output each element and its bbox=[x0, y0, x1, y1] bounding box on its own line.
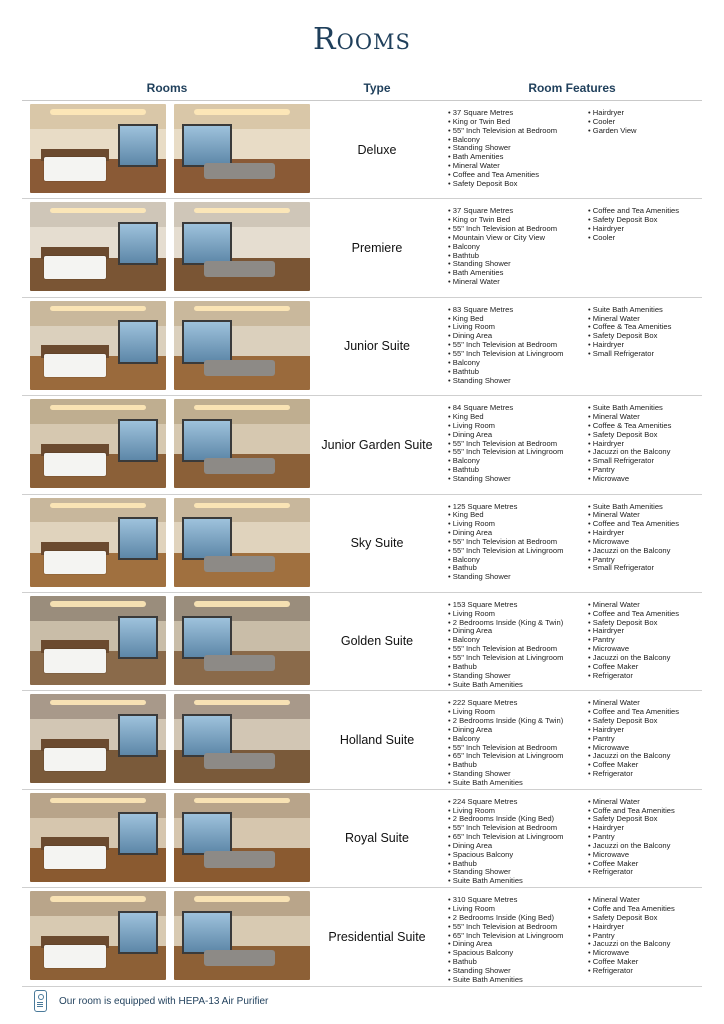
room-features-list bbox=[588, 699, 679, 779]
room-feature: • King or Twin Bed bbox=[448, 216, 557, 225]
room-type: Junior Garden Suite bbox=[321, 437, 433, 452]
room-feature: • 65" Inch Television at Livingroom bbox=[448, 932, 563, 941]
room-feature: • Microwave bbox=[588, 538, 679, 547]
room-feature: • Pantry bbox=[588, 833, 675, 842]
room-feature: • Standing Shower bbox=[448, 967, 563, 976]
room-feature: • Mountain View or City View bbox=[448, 234, 557, 243]
room-features-list bbox=[588, 207, 679, 242]
room-feature: • Microwave bbox=[588, 645, 679, 654]
room-type: Holland Suite bbox=[339, 732, 415, 747]
room-feature: • Bathub bbox=[448, 663, 563, 672]
room-feature: • 37 Square Metres bbox=[448, 109, 557, 118]
room-feature: • Coffee and Tea Amenities bbox=[588, 520, 679, 529]
room-feature: • Hairdryer bbox=[588, 225, 679, 234]
room-photo bbox=[174, 793, 310, 882]
room-feature: • Suite Bath Amenities bbox=[588, 306, 671, 315]
room-row bbox=[22, 790, 702, 888]
room-feature: • Coffee and Tea Amenities bbox=[588, 207, 679, 216]
room-feature: • Spacious Balcony bbox=[448, 851, 563, 860]
room-feature: • Pantry bbox=[588, 932, 675, 941]
room-feature: • Hairdryer bbox=[588, 341, 671, 350]
room-photo bbox=[30, 694, 166, 783]
room-feature: • 55" Inch Television at Livingroom bbox=[448, 350, 563, 359]
room-feature: • Spacious Balcony bbox=[448, 949, 563, 958]
room-feature: • Living Room bbox=[448, 807, 563, 816]
room-feature: • 2 Bedrooms Inside (King Bed) bbox=[448, 914, 563, 923]
room-row bbox=[22, 101, 702, 199]
room-feature: • Coffee & Tea Amenities bbox=[588, 323, 671, 332]
room-feature: • Living Room bbox=[448, 708, 563, 717]
room-feature: • Coffee Maker bbox=[588, 761, 679, 770]
room-feature: • Living Room bbox=[448, 905, 563, 914]
room-feature: • Balcony bbox=[448, 556, 563, 565]
room-photo bbox=[30, 104, 166, 193]
room-photo bbox=[30, 301, 166, 390]
room-row bbox=[22, 593, 702, 691]
room-feature: • Bathtub bbox=[448, 252, 557, 261]
room-row bbox=[22, 888, 702, 986]
footer-text: Our room is equipped with HEPA-13 Air Purifier bbox=[59, 995, 269, 1007]
room-feature: • Small Refrigerator bbox=[588, 564, 679, 573]
room-feature: • Cooler bbox=[588, 118, 637, 127]
room-feature: • Coffee Maker bbox=[588, 860, 675, 869]
room-feature: • Coffee Maker bbox=[588, 958, 675, 967]
room-feature: • Pantry bbox=[588, 556, 679, 565]
room-photo bbox=[174, 891, 310, 980]
room-feature: • Jacuzzi on the Balcony bbox=[588, 752, 679, 761]
room-type: Sky Suite bbox=[350, 536, 404, 551]
room-feature: • Microwave bbox=[588, 949, 675, 958]
page-title: Rooms bbox=[313, 22, 411, 57]
room-feature: • 125 Square Metres bbox=[448, 503, 563, 512]
room-feature: • Bath Amenities bbox=[448, 153, 557, 162]
room-feature: • Safety Deposit Box bbox=[588, 332, 671, 341]
room-feature: • Mineral Water bbox=[588, 896, 675, 905]
room-feature: • Refrigerator bbox=[588, 672, 679, 681]
room-feature: • Balcony bbox=[448, 243, 557, 252]
room-feature: • Safety Deposit Box bbox=[588, 431, 671, 440]
room-feature: • 55" Inch Television at Bedroom bbox=[448, 538, 563, 547]
room-features-list bbox=[448, 601, 563, 689]
room-row bbox=[22, 691, 702, 789]
room-feature: • Hairdryer bbox=[588, 529, 679, 538]
room-feature: • Cooler bbox=[588, 234, 679, 243]
room-type: Presidential Suite bbox=[328, 929, 426, 944]
room-feature: • 55" Inch Television at Bedroom bbox=[448, 923, 563, 932]
room-feature: • Mineral Water bbox=[448, 162, 557, 171]
room-feature: • Mineral Water bbox=[588, 511, 679, 520]
room-features-list bbox=[448, 896, 563, 984]
room-features-list bbox=[448, 404, 563, 484]
room-photo bbox=[30, 891, 166, 980]
room-row bbox=[22, 298, 702, 396]
room-feature: • Standing Shower bbox=[448, 475, 563, 484]
room-feature: • 55" Inch Television at Livingroom bbox=[448, 448, 563, 457]
room-feature: • Bathtub bbox=[448, 466, 563, 475]
room-feature: • Dining Area bbox=[448, 431, 563, 440]
room-feature: • 55" Inch Television at Bedroom bbox=[448, 440, 563, 449]
room-feature: • Suite Bath Amenities bbox=[448, 779, 563, 788]
room-feature: • 55" Inch Television at Bedroom bbox=[448, 744, 563, 753]
room-feature: • 84 Square Metres bbox=[448, 404, 563, 413]
room-feature: • Pantry bbox=[588, 735, 679, 744]
room-photo bbox=[174, 104, 310, 193]
room-feature: • 55" Inch Television at Livingroom bbox=[448, 547, 563, 556]
room-feature: • Mineral Water bbox=[588, 798, 675, 807]
room-feature: • Hairdryer bbox=[588, 923, 675, 932]
room-feature: • Bathub bbox=[448, 958, 563, 967]
room-feature: • Balcony bbox=[448, 136, 557, 145]
room-photo bbox=[30, 399, 166, 488]
room-feature: • Coffe and Tea Amenities bbox=[588, 807, 675, 816]
room-feature: • Microwave bbox=[588, 851, 675, 860]
room-features-list bbox=[588, 109, 637, 136]
room-feature: • Mineral Water bbox=[588, 601, 679, 610]
room-feature: • 55" Inch Television at Bedroom bbox=[448, 225, 557, 234]
room-feature: • Balcony bbox=[448, 457, 563, 466]
room-feature: • Balcony bbox=[448, 636, 563, 645]
room-type: Junior Suite bbox=[343, 339, 410, 354]
room-feature: • Living Room bbox=[448, 323, 563, 332]
room-feature: • Suite Bath Amenities bbox=[588, 404, 671, 413]
room-feature: • 55" Inch Television at Livingroom bbox=[448, 654, 563, 663]
room-photo bbox=[174, 596, 310, 685]
room-feature: • Dining Area bbox=[448, 529, 563, 538]
room-feature: • Safety Deposit Box bbox=[448, 180, 557, 189]
room-photo bbox=[174, 498, 310, 587]
room-feature: • Bathub bbox=[448, 761, 563, 770]
room-feature: • Safety Deposit Box bbox=[588, 717, 679, 726]
room-feature: • Bathub bbox=[448, 564, 563, 573]
room-feature: • Hairdryer bbox=[588, 440, 671, 449]
room-feature: • Coffee & Tea Amenities bbox=[588, 422, 671, 431]
room-type: Golden Suite bbox=[340, 634, 414, 649]
room-feature: • Dining Area bbox=[448, 726, 563, 735]
room-feature: • Standing Shower bbox=[448, 573, 563, 582]
room-photo bbox=[174, 301, 310, 390]
room-feature: • 37 Square Metres bbox=[448, 207, 557, 216]
room-feature: • Suite Bath Amenities bbox=[448, 681, 563, 690]
rooms-table bbox=[22, 101, 702, 987]
room-feature: • Balcony bbox=[448, 359, 563, 368]
room-feature: • Microwave bbox=[588, 475, 671, 484]
room-feature: • Refrigerator bbox=[588, 868, 675, 877]
room-feature: • Coffe and Tea Amenities bbox=[588, 905, 675, 914]
room-feature: • 83 Square Metres bbox=[448, 306, 563, 315]
room-photo bbox=[30, 202, 166, 291]
room-feature: • King Bed bbox=[448, 315, 563, 324]
room-feature: • Hairdryer bbox=[588, 627, 679, 636]
room-feature: • 222 Square Metres bbox=[448, 699, 563, 708]
room-features-list bbox=[588, 503, 679, 574]
room-feature: • Refrigerator bbox=[588, 770, 679, 779]
room-feature: • Suite Bath Amenities bbox=[588, 503, 679, 512]
room-features-list bbox=[448, 109, 557, 189]
room-feature: • Coffee and Tea Amenities bbox=[448, 171, 557, 180]
room-feature: • Hairdryer bbox=[588, 726, 679, 735]
room-features-list bbox=[448, 699, 563, 787]
room-feature: • Refrigerator bbox=[588, 967, 675, 976]
room-feature: • Standing Shower bbox=[448, 377, 563, 386]
room-feature: • Jacuzzi on the Balcony bbox=[588, 654, 679, 663]
room-type: Deluxe bbox=[357, 142, 397, 157]
room-feature: • Standing Shower bbox=[448, 868, 563, 877]
room-feature: • 55" Inch Television at Bedroom bbox=[448, 824, 563, 833]
room-features-list bbox=[588, 601, 679, 681]
room-photo bbox=[174, 399, 310, 488]
room-feature: • Bathtub bbox=[448, 368, 563, 377]
room-feature: • Microwave bbox=[588, 744, 679, 753]
room-feature: • 2 Bedrooms Inside (King Bed) bbox=[448, 815, 563, 824]
room-feature: • Safety Deposit Box bbox=[588, 815, 675, 824]
room-feature: • Bathub bbox=[448, 860, 563, 869]
room-feature: • Bath Amenities bbox=[448, 269, 557, 278]
room-feature: • Suite Bath Amenities bbox=[448, 877, 563, 886]
room-features-list bbox=[588, 306, 671, 359]
room-photo bbox=[30, 498, 166, 587]
room-photo bbox=[30, 793, 166, 882]
room-features-list bbox=[588, 896, 675, 976]
room-feature: • 65" Inch Television at Livingroom bbox=[448, 752, 563, 761]
room-features-list bbox=[588, 404, 671, 484]
room-row bbox=[22, 199, 702, 297]
room-feature: • Mineral Water bbox=[588, 413, 671, 422]
room-feature: • Mineral Water bbox=[588, 699, 679, 708]
room-features-list bbox=[448, 798, 563, 886]
room-row bbox=[22, 396, 702, 494]
room-feature: • 310 Square Metres bbox=[448, 896, 563, 905]
room-feature: • King or Twin Bed bbox=[448, 118, 557, 127]
room-photo bbox=[174, 202, 310, 291]
room-feature: • Suite Bath Amenities bbox=[448, 976, 563, 985]
room-feature: • Mineral Water bbox=[588, 315, 671, 324]
room-feature: • King Bed bbox=[448, 413, 563, 422]
room-feature: • Safety Deposit Box bbox=[588, 619, 679, 628]
table-header bbox=[22, 80, 702, 101]
room-feature: • Safety Deposit Box bbox=[588, 216, 679, 225]
header-room-features: Room Features bbox=[528, 81, 616, 95]
room-feature: • 2 Bedrooms Inside (King & Twin) bbox=[448, 619, 563, 628]
footer-note bbox=[34, 988, 268, 1014]
room-features-list bbox=[588, 798, 675, 878]
room-feature: • 224 Square Metres bbox=[448, 798, 563, 807]
room-feature: • Dining Area bbox=[448, 332, 563, 341]
room-feature: • Balcony bbox=[448, 735, 563, 744]
room-feature: • Hairdryer bbox=[588, 109, 637, 118]
air-purifier-icon bbox=[34, 990, 47, 1012]
room-feature: • Standing Shower bbox=[448, 672, 563, 681]
room-feature: • Dining Area bbox=[448, 627, 563, 636]
room-feature: • 153 Square Metres bbox=[448, 601, 563, 610]
room-features-list bbox=[448, 207, 557, 287]
room-feature: • Coffee Maker bbox=[588, 663, 679, 672]
room-feature: • Pantry bbox=[588, 636, 679, 645]
room-feature: • Hairdryer bbox=[588, 824, 675, 833]
room-feature: • 65" Inch Television at Livingroom bbox=[448, 833, 563, 842]
room-type: Royal Suite bbox=[345, 831, 409, 846]
room-feature: • Jacuzzi on the Balcony bbox=[588, 842, 675, 851]
room-feature: • King Bed bbox=[448, 511, 563, 520]
room-feature: • Pantry bbox=[588, 466, 671, 475]
room-feature: • 55" Inch Television at Bedroom bbox=[448, 645, 563, 654]
room-feature: • Jacuzzi on the Balcony bbox=[588, 547, 679, 556]
room-feature: • Coffee and Tea Amenities bbox=[588, 708, 679, 717]
room-feature: • Small Refrigerator bbox=[588, 350, 671, 359]
header-type: Type bbox=[363, 81, 391, 95]
room-photo bbox=[30, 596, 166, 685]
room-feature: • Dining Area bbox=[448, 940, 563, 949]
room-feature: • Jacuzzi on the Balcony bbox=[588, 940, 675, 949]
room-feature: • Living Room bbox=[448, 422, 563, 431]
room-feature: • Safety Deposit Box bbox=[588, 914, 675, 923]
room-feature: • Dining Area bbox=[448, 842, 563, 851]
room-type: Premiere bbox=[351, 240, 403, 255]
room-features-list bbox=[448, 503, 563, 583]
room-feature: • Mineral Water bbox=[448, 278, 557, 287]
room-row bbox=[22, 495, 702, 593]
room-feature: • 55" Inch Television at Bedroom bbox=[448, 127, 557, 136]
room-feature: • 55" Inch Television at Bedroom bbox=[448, 341, 563, 350]
room-photo bbox=[174, 694, 310, 783]
room-feature: • Garden View bbox=[588, 127, 637, 136]
room-feature: • 2 Bedrooms Inside (King & Twin) bbox=[448, 717, 563, 726]
room-feature: • Standing Shower bbox=[448, 144, 557, 153]
room-feature: • Living Room bbox=[448, 520, 563, 529]
room-feature: • Coffee and Tea Amenities bbox=[588, 610, 679, 619]
room-feature: • Jacuzzi on the Balcony bbox=[588, 448, 671, 457]
room-feature: • Living Room bbox=[448, 610, 563, 619]
room-feature: • Small Refrigerator bbox=[588, 457, 671, 466]
room-features-list bbox=[448, 306, 563, 386]
room-feature: • Standing Shower bbox=[448, 770, 563, 779]
header-rooms: Rooms bbox=[146, 81, 188, 95]
room-feature: • Standing Shower bbox=[448, 260, 557, 269]
